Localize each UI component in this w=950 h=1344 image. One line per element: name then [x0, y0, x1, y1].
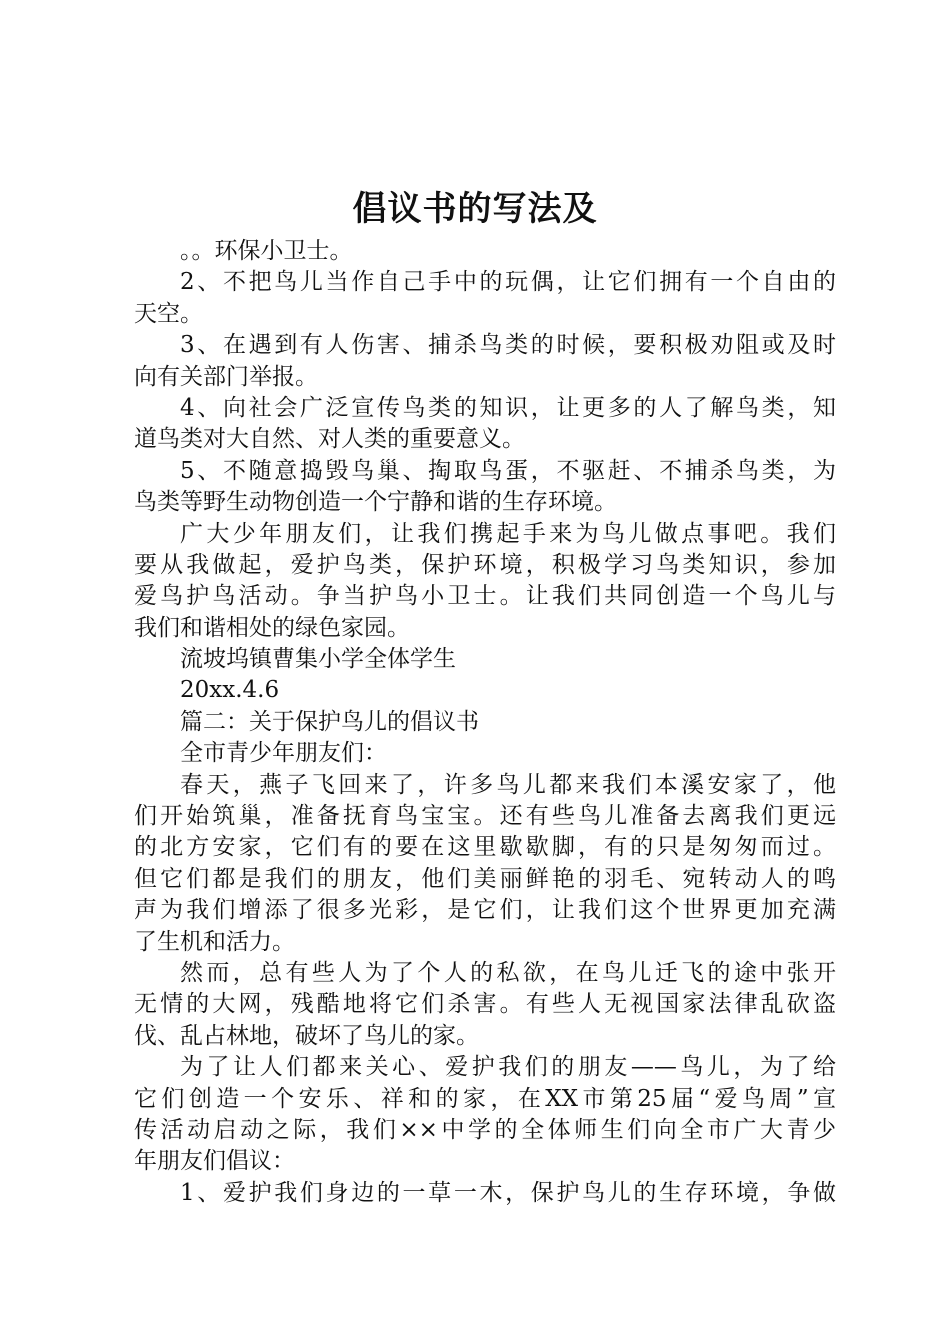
text-line: 要从我做起，爱护鸟类，保护环境，积极学习鸟类知识，参加 — [134, 551, 836, 578]
text-line: 1、爱护我们身边的一草一木，保护鸟儿的生存环境，争做 — [180, 1179, 836, 1206]
document-title: 倡议书的写法及 — [352, 189, 598, 229]
text-line: 。。环保小卫士。 — [180, 238, 353, 264]
text-line: 们开始筑巢，准备抚育鸟宝宝。还有些鸟儿准备去离我们更远 — [134, 803, 836, 830]
text-line: 伐、乱占林地，破坏了鸟儿的家。 — [134, 1022, 479, 1049]
text-line: 传活动启动之际，我们××中学的全体师生们向全市广大青少 — [134, 1116, 836, 1143]
signature-line: 流坡坞镇曹集小学全体学生 — [180, 646, 456, 673]
text-line: 声为我们增添了很多光彩，是它们，让我们这个世界更加充满 — [134, 897, 836, 924]
text-line: 5、不随意捣毁鸟巢、掏取鸟蛋，不驱赶、不捕杀鸟类，为 — [180, 457, 836, 484]
text-line: 3、在遇到有人伤害、捕杀鸟类的时候，要积极劝阻或及时 — [180, 332, 836, 359]
text-line: 向有关部门举报。 — [134, 363, 318, 390]
text-line: 为了让人们都来关心、爱护我们的朋友——鸟儿，为了给 — [180, 1054, 836, 1081]
text-line: 我们和谐相处的绿色家园。 — [134, 614, 410, 641]
text-line: 天空。 — [134, 300, 203, 327]
text-line: 它们创造一个安乐、祥和的家，在XX市第25届“爱鸟周”宣 — [134, 1085, 836, 1112]
text-line: 了生机和活力。 — [134, 928, 295, 955]
text-line: 道鸟类对大自然、对人类的重要意义。 — [134, 426, 525, 453]
text-line: 广大少年朋友们，让我们携起手来为鸟儿做点事吧。我们 — [180, 520, 836, 547]
document-body — [134, 236, 836, 1209]
text-line: 年朋友们倡议： — [134, 1148, 295, 1175]
text-line: 鸟类等野生动物创造一个宁静和谐的生存环境。 — [134, 489, 617, 516]
text-line: 春天，燕子飞回来了，许多鸟儿都来我们本溪安家了，他 — [180, 771, 836, 798]
section-heading: 篇二：关于保护鸟儿的倡议书 — [180, 708, 479, 735]
text-line: 无情的大网，残酷地将它们杀害。有些人无视国家法律乱砍盗 — [134, 991, 836, 1018]
text-line: 2、不把鸟儿当作自己手中的玩偶，让它们拥有一个自由的 — [180, 269, 836, 296]
text-line: 的北方安家，它们有的要在这里歇歇脚，有的只是匆匆而过。 — [134, 834, 836, 861]
text-line: 4、向社会广泛宣传鸟类的知识，让更多的人了解鸟类，知 — [180, 394, 836, 421]
salutation-line: 全市青少年朋友们： — [180, 740, 387, 767]
text-line: 但它们都是我们的朋友，他们美丽鲜艳的羽毛、宛转动人的鸣 — [134, 865, 836, 892]
text-line: 然而，总有些人为了个人的私欲，在鸟儿迁飞的途中张开 — [180, 959, 836, 986]
text-line: 爱鸟护鸟活动。争当护鸟小卫士。让我们共同创造一个鸟儿与 — [134, 583, 836, 610]
date-line: 20xx.4.6 — [180, 677, 280, 704]
